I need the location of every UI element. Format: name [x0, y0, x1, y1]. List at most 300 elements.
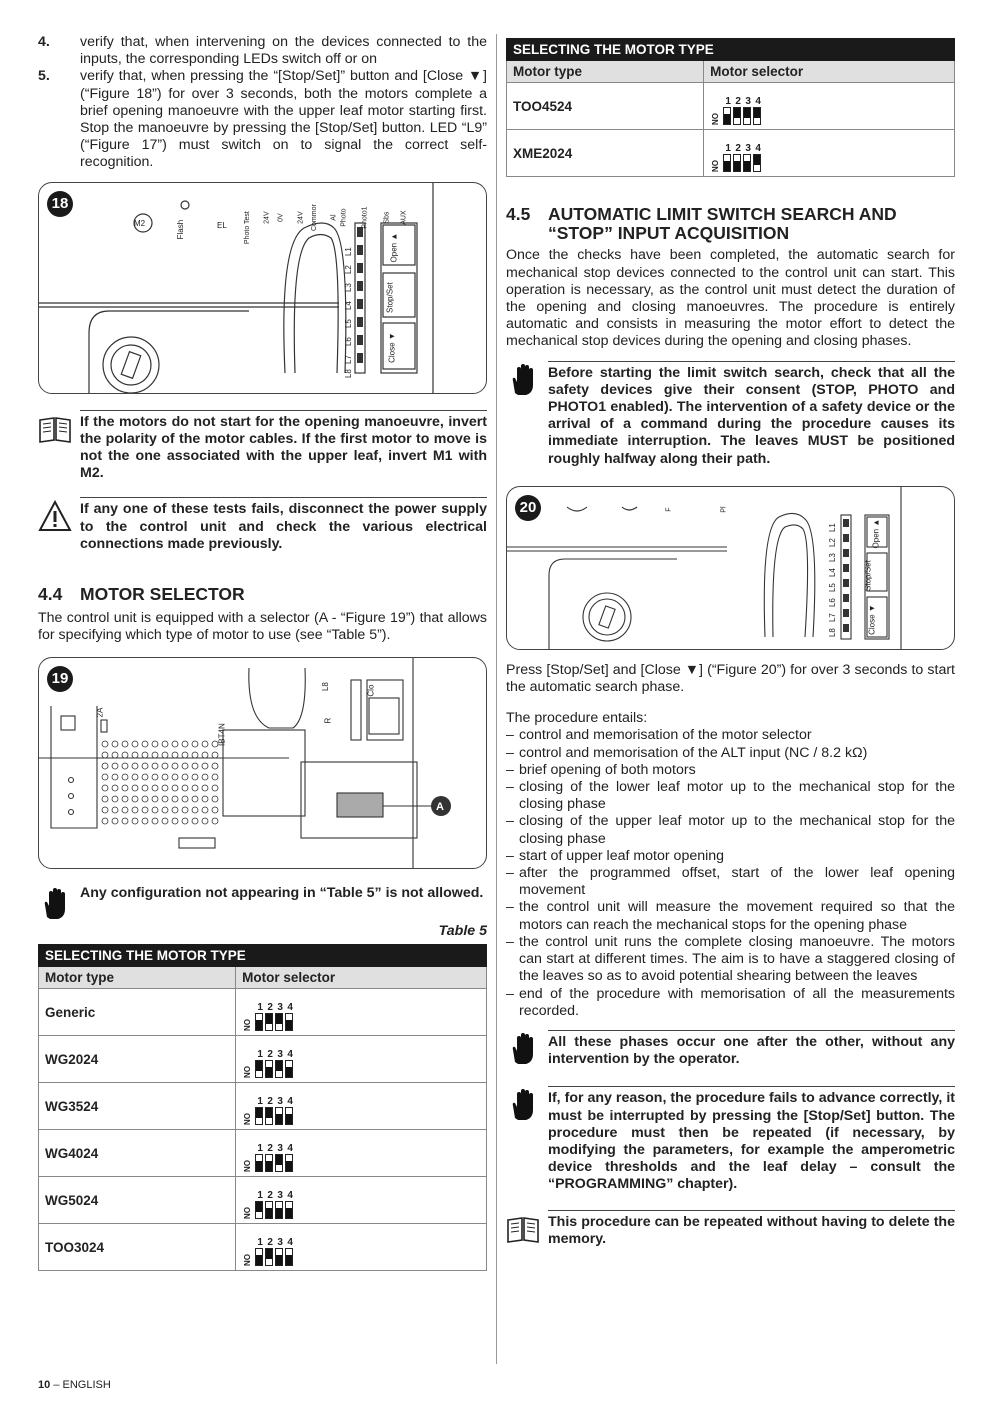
board-pad — [182, 774, 188, 780]
label-photo1: Photo1 — [361, 206, 369, 229]
board-pad — [172, 741, 178, 747]
board-pad — [152, 774, 158, 780]
warning-tests — [38, 497, 487, 553]
label-f: F — [665, 507, 673, 512]
section-44-heading — [38, 585, 487, 604]
section-44-body: The control unit is equipped with a selector (A - “Figure 19”) that allows for specifying which type of motor to use (see “Table 5”). — [38, 610, 487, 644]
label-a: A — [436, 801, 444, 814]
dip-switch — [242, 993, 480, 1031]
dip-switch-position-down — [275, 1107, 283, 1125]
motor-selector-cell — [236, 1224, 487, 1271]
dip-switch — [242, 1040, 480, 1078]
label-open: Open ▲ — [389, 232, 399, 263]
column-divider — [496, 34, 497, 1364]
book-icon — [506, 1212, 540, 1246]
on-label: ON — [242, 1113, 252, 1126]
dip-switch-position-down — [265, 1060, 273, 1078]
label-stop-set: Stop/Set — [385, 281, 395, 313]
dip-switch-position-down — [275, 1248, 283, 1266]
dip-switch — [242, 1181, 480, 1219]
dip-switch-position-up — [255, 1107, 263, 1125]
figure-18 — [38, 182, 487, 394]
board-pad — [152, 796, 158, 802]
board-pad — [202, 774, 208, 780]
dip-number: 1 — [257, 1049, 263, 1061]
board-pad — [132, 785, 138, 791]
section-number: 4.4 — [38, 584, 63, 605]
dip-switch-position-up — [275, 1013, 283, 1031]
board-pad — [162, 763, 168, 769]
on-label: ON — [242, 1254, 252, 1267]
board-pad — [202, 763, 208, 769]
dip-number: 2 — [735, 96, 741, 108]
board-pad — [202, 796, 208, 802]
on-label: ON — [242, 1160, 252, 1173]
board-pad — [202, 785, 208, 791]
board-pad — [102, 796, 108, 802]
label-l3: L3 — [827, 552, 837, 562]
board-pad — [162, 774, 168, 780]
label-open: Open ▲ — [871, 518, 881, 549]
label-l4: L4 — [343, 300, 353, 310]
board-pad — [172, 763, 178, 769]
dip-number: 1 — [257, 1096, 263, 1108]
board-pad — [162, 785, 168, 791]
label-l7: L7 — [827, 612, 837, 622]
label-sbs: Sbs — [383, 211, 391, 224]
board-pad — [212, 774, 218, 780]
procedure-step: – control and memorisation of the ALT input (NC / 8.2 kΩ) — [506, 745, 955, 762]
label-l8: L8 — [320, 682, 330, 692]
motor-type-cell: XME2024 — [507, 130, 704, 177]
board-pad — [132, 752, 138, 758]
step-text: verify that, when intervening on the devices connected to the inputs, the corresponding LEDs switch off or on — [80, 34, 487, 68]
dip-number: 1 — [257, 1237, 263, 1249]
col-header-selector: Motor selector — [236, 967, 487, 989]
press-instruction: Press [Stop/Set] and [Close ▼] (“Figure 20”) for over 3 seconds to start the automatic search phase. — [506, 661, 955, 696]
table-title: SELECTING THE MOTOR TYPE — [39, 944, 487, 966]
dip-number: 1 — [257, 1190, 263, 1202]
board-pad — [132, 807, 138, 813]
dip-switch-position-down — [285, 1201, 293, 1219]
table-row — [507, 130, 955, 177]
board-pad — [212, 752, 218, 758]
on-label: ON — [242, 1207, 252, 1220]
motor-type-cell: WG2024 — [39, 1036, 236, 1083]
dip-switch-position-up — [255, 1201, 263, 1219]
procedure-intro: The procedure entails: — [506, 710, 648, 727]
dip-number: 4 — [287, 1237, 293, 1249]
procedure-step: – the control unit runs the complete closing manoeuvre. The motors can start at different times. The aim is to have a staggered closing of the leaves so as to avoid potential shearing between the leaves — [506, 934, 955, 986]
dip-switch-position-up — [743, 107, 751, 125]
label-ibt4n: IBT4N — [217, 723, 227, 747]
motor-type-table-5 — [38, 944, 487, 1271]
board-pad — [162, 807, 168, 813]
hand-stop-icon — [506, 1088, 540, 1122]
label-l8: L8 — [827, 627, 837, 637]
figure-20 — [506, 486, 955, 650]
dip-switch-position-down — [285, 1154, 293, 1172]
board-pad — [142, 774, 148, 780]
label-l7: L7 — [343, 354, 353, 364]
dip-switch-position-down — [255, 1248, 263, 1266]
board-pad — [202, 752, 208, 758]
motor-selector-cell — [236, 1036, 487, 1083]
note-rule — [548, 361, 955, 362]
step-4 — [38, 34, 487, 68]
dip-number: 4 — [755, 96, 761, 108]
board-pad — [202, 807, 208, 813]
procedure-step: – brief opening of both motors — [506, 762, 955, 779]
board-pad — [162, 818, 168, 824]
dip-number: 3 — [277, 1096, 283, 1108]
note-rule — [80, 410, 487, 411]
label-24v: 24V — [263, 210, 271, 224]
label-l6: L6 — [827, 597, 837, 607]
board-pad — [172, 818, 178, 824]
dip-number: 4 — [755, 143, 761, 155]
dip-switch-position-up — [265, 1107, 273, 1125]
dip-switch-position-down — [275, 1201, 283, 1219]
motor-selector-cell — [236, 989, 487, 1036]
board-pad — [182, 763, 188, 769]
motor-selector-cell — [236, 1130, 487, 1177]
board-pad — [102, 741, 108, 747]
section-45-body: Once the checks have been completed, the automatic search for mechanical stop devices connected to the control unit can start. This operation is necessary, as the control unit must detect the duration of the opening and closing manoeuvres. The procedure is entirely automatic and consists in measuring the motor effort to detect the mechanical stop devices during the opening and closing phases. — [506, 247, 955, 350]
label-close: Close ▼ — [387, 331, 397, 363]
board-pad — [122, 785, 128, 791]
figure-19-drawing — [39, 658, 487, 869]
section-45-heading — [506, 205, 955, 243]
board-pad — [172, 752, 178, 758]
procedure-list — [506, 727, 955, 1019]
motor-selector-cell — [704, 83, 955, 130]
label-l1: L1 — [827, 522, 837, 532]
board-pad — [122, 741, 128, 747]
board-pad — [212, 785, 218, 791]
label-0v: 0V — [277, 212, 285, 222]
label-el: EL — [217, 220, 227, 230]
motor-selector-cell — [236, 1177, 487, 1224]
board-pad — [142, 752, 148, 758]
dip-switch-position-down — [255, 1013, 263, 1031]
label-photo-test: Photo Test — [243, 210, 251, 244]
label-l2: L2 — [343, 264, 353, 274]
board-pad — [112, 785, 118, 791]
dip-switch-position-down — [723, 107, 731, 125]
board-pad — [102, 818, 108, 824]
hand-stop-icon — [506, 1032, 540, 1066]
board-pad — [202, 741, 208, 747]
label-l5: L5 — [343, 318, 353, 328]
note-rule — [548, 1030, 955, 1031]
dip-switch-position-up — [255, 1060, 263, 1078]
board-pad — [122, 818, 128, 824]
board-pad — [192, 774, 198, 780]
board-pad — [132, 774, 138, 780]
note-before-search — [506, 361, 955, 468]
board-pad — [212, 763, 218, 769]
dip-number: 2 — [267, 1049, 273, 1061]
board-pad — [172, 807, 178, 813]
dip-number: 1 — [725, 96, 731, 108]
board-pad — [162, 796, 168, 802]
dip-number: 2 — [267, 1096, 273, 1108]
table-row — [39, 989, 487, 1036]
dip-number: 3 — [277, 1002, 283, 1014]
motor-selector-cell — [236, 1083, 487, 1130]
on-label: ON — [710, 113, 720, 126]
col-header-selector: Motor selector — [704, 61, 955, 83]
dip-number: 1 — [257, 1143, 263, 1155]
dip-number: 3 — [745, 143, 751, 155]
board-pad — [212, 807, 218, 813]
motor-type-cell: WG5024 — [39, 1177, 236, 1224]
board-pad — [122, 807, 128, 813]
board-pad — [212, 796, 218, 802]
book-icon — [38, 412, 72, 446]
dip-number: 4 — [287, 1002, 293, 1014]
label-stop-set: Stop/Set — [863, 560, 873, 591]
note-repeat — [506, 1210, 955, 1248]
dip-switch — [242, 1087, 480, 1125]
note-rule — [548, 1210, 955, 1211]
label-al: Al — [330, 214, 338, 221]
label-close: Close ▼ — [867, 604, 877, 635]
table-row — [39, 1083, 487, 1130]
board-pad — [112, 763, 118, 769]
dip-number: 2 — [267, 1190, 273, 1202]
label-commor: Commor — [310, 203, 318, 231]
note-text: Before starting the limit switch search, check that all the safety devices give their consent (STOP, PHOTO and PHOTO1 enabled). The intervention of a safety device or the arrival of a command during the procedure causes its immediate interruption. The leaves MUST be positioned roughly halfway along their path. — [548, 364, 955, 467]
dip-switch-position-up — [265, 1013, 273, 1031]
dip-switch-position-down — [255, 1154, 263, 1172]
procedure-step: – closing of the lower leaf motor up to the mechanical stop for the closing phase — [506, 779, 955, 813]
motor-selector-cell — [704, 130, 955, 177]
label-photo: Photo — [340, 208, 348, 227]
note-config — [38, 885, 487, 902]
figure-number: 19 — [47, 666, 73, 692]
board-pad — [132, 741, 138, 747]
board-pad — [122, 752, 128, 758]
label-l6: L6 — [343, 336, 353, 346]
board-pad — [202, 818, 208, 824]
section-title: AUTOMATIC LIMIT SWITCH SEARCH AND “STOP” INPUT ACQUISITION — [548, 204, 897, 244]
board-pad — [152, 741, 158, 747]
dip-number: 4 — [287, 1190, 293, 1202]
board-pad — [112, 807, 118, 813]
on-label: ON — [242, 1066, 252, 1079]
table-row — [507, 83, 955, 130]
board-pad — [152, 818, 158, 824]
dip-switch — [710, 87, 948, 125]
board-pad — [212, 818, 218, 824]
dip-number: 4 — [287, 1049, 293, 1061]
board-pad — [152, 785, 158, 791]
dip-number: 1 — [257, 1002, 263, 1014]
note-text: Any configuration not appearing in “Table 5” is not allowed. — [80, 885, 484, 902]
procedure-step: – after the programmed offset, start of the lower leaf opening movement — [506, 865, 955, 899]
label-l3: L3 — [343, 282, 353, 292]
dip-number: 2 — [267, 1002, 273, 1014]
dip-switch-position-down — [733, 154, 741, 172]
figure-19 — [38, 657, 487, 869]
dip-switch-position-down — [723, 154, 731, 172]
dip-switch-position-down — [285, 1013, 293, 1031]
board-pad — [112, 818, 118, 824]
table-caption: Table 5 — [438, 922, 487, 939]
board-pad — [192, 741, 198, 747]
procedure-step: – control and memorisation of the motor selector — [506, 727, 955, 744]
col-header-type: Motor type — [39, 967, 236, 989]
hand-stop-icon — [506, 363, 540, 397]
board-pad — [142, 785, 148, 791]
label-l4: L4 — [827, 567, 837, 577]
note-phases — [506, 1030, 955, 1068]
board-pad — [172, 774, 178, 780]
procedure-step: – closing of the upper leaf motor up to the mechanical stop for the closing phase — [506, 813, 955, 847]
note-rule — [548, 1086, 955, 1087]
label-pl: Pl — [720, 506, 728, 513]
dip-switch-position-down — [743, 154, 751, 172]
board-pad — [102, 752, 108, 758]
motor-type-cell: TOO4524 — [507, 83, 704, 130]
dip-number: 3 — [277, 1190, 283, 1202]
board-pad — [142, 818, 148, 824]
board-pad — [112, 774, 118, 780]
table-row — [39, 1036, 487, 1083]
board-pad — [112, 741, 118, 747]
board-pad — [172, 796, 178, 802]
board-pad — [182, 741, 188, 747]
board-pad — [142, 796, 148, 802]
board-pad — [192, 763, 198, 769]
note-rule — [80, 497, 487, 498]
procedure-step: – the control unit will measure the movement required so that the motors can reach the mechanical stops for the opening phase — [506, 899, 955, 933]
label-2a: 2A — [95, 708, 105, 718]
board-pad — [162, 752, 168, 758]
motor-type-cell: Generic — [39, 989, 236, 1036]
note-motors — [38, 410, 487, 483]
motor-type-cell: WG4024 — [39, 1130, 236, 1177]
dip-number: 4 — [287, 1096, 293, 1108]
board-pad — [112, 796, 118, 802]
board-pad — [132, 763, 138, 769]
board-pad — [102, 785, 108, 791]
page-footer — [38, 1377, 111, 1394]
left-column — [38, 34, 487, 1271]
board-pad — [162, 741, 168, 747]
section-title: MOTOR SELECTOR — [80, 584, 245, 605]
board-pad — [192, 752, 198, 758]
board-pad — [102, 774, 108, 780]
table-row — [39, 1177, 487, 1224]
label-l1: L1 — [343, 246, 353, 256]
dip-switch — [242, 1134, 480, 1172]
board-pad — [112, 752, 118, 758]
board-pad — [192, 785, 198, 791]
right-column — [506, 38, 955, 1248]
note-text: If the motors do not start for the opening manoeuvre, invert the polarity of the motor cables. If the first motor to move is not the one associated with the upper leaf, invert M1 with M2. — [80, 413, 487, 482]
procedure-step: – start of upper leaf motor opening — [506, 848, 955, 865]
board-pad — [142, 741, 148, 747]
dip-switch — [242, 1228, 480, 1266]
label-24v-2: 24V — [297, 210, 305, 224]
step-text: verify that, when pressing the “[Stop/Set]” button and [Close ▼] (“Figure 18”) for over 3 seconds, both the motors complete a brief opening manoeuvre with the upper leaf motor starting first. Stop the manoeuvre by pressing the [Stop/Set] button. LED “L9” (“Figure 17”) must switch on to signal the correct self-recognition. — [80, 68, 487, 171]
dip-switch-position-up — [753, 154, 761, 172]
dip-switch-position-down — [285, 1248, 293, 1266]
dip-switch-position-down — [265, 1201, 273, 1219]
dip-number: 2 — [267, 1143, 273, 1155]
label-m2: M2 — [134, 218, 146, 228]
footer-language: – ENGLISH — [53, 1379, 111, 1391]
dip-switch-position-up — [275, 1060, 283, 1078]
note-text: If, for any reason, the procedure fails to advance correctly, it must be interrupted by pressing the [Stop/Set] button. The procedure must then be repeated (if necessary, by modifying the parameters, for example the amperometric device thresholds and the leaf delay – consult the “PROGRAMMING” chapter). — [548, 1090, 955, 1193]
motor-type-table-continued — [506, 38, 955, 177]
board-pad — [102, 763, 108, 769]
board-pad — [132, 796, 138, 802]
board-pad — [172, 785, 178, 791]
dip-switch-position-up — [753, 107, 761, 125]
warning-text: If any one of these tests fails, disconnect the power supply to the control unit and check the various electrical connections made previously. — [80, 501, 487, 552]
dip-switch-position-up — [265, 1248, 273, 1266]
board-pad — [182, 796, 188, 802]
board-pad — [152, 763, 158, 769]
procedure-step: – end of the procedure with memorisation of all the measurements recorded. — [506, 986, 955, 1020]
note-text: All these phases occur one after the other, without any intervention by the operator. — [548, 1033, 955, 1068]
dip-number: 3 — [745, 96, 751, 108]
figure-number: 20 — [515, 495, 541, 521]
board-pad — [182, 785, 188, 791]
board-pad — [122, 763, 128, 769]
dip-number: 2 — [735, 143, 741, 155]
step-5 — [38, 68, 487, 171]
motor-type-cell: TOO3024 — [39, 1224, 236, 1271]
board-pad — [182, 752, 188, 758]
label-clo: Clo — [366, 685, 376, 698]
dip-number: 3 — [277, 1143, 283, 1155]
board-pad — [192, 796, 198, 802]
dip-number: 2 — [267, 1237, 273, 1249]
section-number: 4.5 — [506, 204, 531, 225]
table-row — [39, 1224, 487, 1271]
note-text: This procedure can be repeated without having to delete the memory. — [548, 1213, 955, 1247]
label-l8: L8 — [343, 368, 353, 378]
dip-switch-position-down — [285, 1107, 293, 1125]
dip-switch-position-up — [733, 107, 741, 125]
board-pad — [142, 807, 148, 813]
board-pad — [152, 752, 158, 758]
board-pad — [182, 818, 188, 824]
dip-number: 3 — [277, 1049, 283, 1061]
figure-number: 18 — [47, 191, 73, 217]
on-label: ON — [242, 1019, 252, 1032]
board-pad — [182, 807, 188, 813]
board-pad — [142, 763, 148, 769]
label-l2: L2 — [827, 537, 837, 547]
dip-number: 1 — [725, 143, 731, 155]
step-number: 4. — [38, 34, 50, 50]
page-number: 10 — [38, 1379, 51, 1391]
label-r: R — [323, 718, 333, 724]
board-pad — [192, 818, 198, 824]
motor-type-cell: WG3524 — [39, 1083, 236, 1130]
warning-icon — [38, 499, 72, 533]
label-l5: L5 — [827, 582, 837, 592]
hand-stop-icon — [38, 887, 72, 921]
board-pad — [152, 807, 158, 813]
table-row — [39, 1130, 487, 1177]
